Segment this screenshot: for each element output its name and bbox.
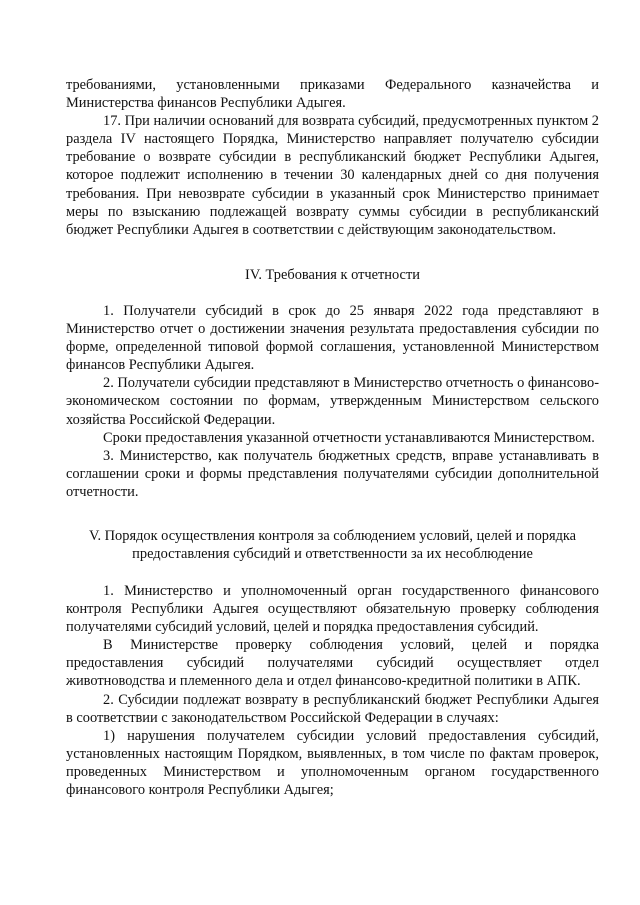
section-v-paragraph-2-item-1: 1) нарушения получателем субсидии условий предоставления субсидий, установленных настоящим Порядком, выявленных, в том числе по фактам проверок, проведенных Министерством и уполномоченным органом государственного финансового контроля Республики Адыгея; xyxy=(66,727,599,799)
section-iv-paragraph-3: 3. Министерство, как получатель бюджетных средств, вправе устанавливать в соглашении сроки и формы представления получателями субсидии дополнительной отчетности. xyxy=(66,447,599,500)
section-v-body xyxy=(66,582,599,799)
section-v-heading-line-1: V. Порядок осуществления контроля за соблюдением условий, целей и порядка xyxy=(88,528,577,544)
section-iv-paragraph-2-deadlines: Сроки предоставления указанной отчетности устанавливаются Министерством. xyxy=(103,429,595,446)
section-iv-paragraph-1: 1. Получатели субсидий в срок до 25 января 2022 года представляют в Министерство отчет о достижении значения результата предоставления субсидии по форме, определенной типовой формой соглашения, установленной Министерством финансов Республики Адыгея. xyxy=(66,303,599,374)
section-iv-heading: IV. Требования к отчетности xyxy=(245,267,420,283)
section-v-paragraph-1: 1. Министерство и уполномоченный орган государственного финансового контроля Республики Адыгея осуществляют обязательную проверку соблюдения получателями субсидий условий, целей и порядка предоставления субсидий. xyxy=(66,583,599,636)
section-iv-paragraph-2: 2. Получатели субсидии представляют в Министерство отчетность о финансово-экономическом состоянии по формам, утвержденным Министерством сельского хозяйства Российской Федерации. xyxy=(66,375,599,428)
paragraph-continuation: требованиями, установленными приказами Федерального казначейства и Министерства финансов Республики Адыгея. xyxy=(66,77,599,112)
paragraph-17: 17. При наличии оснований для возврата субсидий, предусмотренных пунктом 2 раздела IV настоящего Порядка, Министерство направляет получателю субсидии требование о возврате субсидии в республиканский бюджет Республики Адыгея, которое подлежит исполнению в течении 30 календарных дней со дня получения требования. При невозврате субсидии в указанный срок Министерство принимает меры по взысканию подлежащей возврату суммы субсидии в республиканский бюджет Республики Адыгея в соответствии с действующим законодательством. xyxy=(66,113,599,238)
text-block-top xyxy=(66,76,599,239)
section-v-heading-line-2: предоставления субсидий и ответственности за их несоблюдение xyxy=(132,546,533,562)
section-v-paragraph-2: 2. Субсидии подлежат возврату в республиканский бюджет Республики Адыгея в соответствии с законодательством Российской Федерации в случаях: xyxy=(66,691,599,726)
section-v-paragraph-1-departments: В Министерстве проверку соблюдения условий, целей и порядка предоставления субсидий получателями субсидий осуществляет отдел животноводства и племенного дела и отдел финансово-кредитной политики в АПК. xyxy=(66,637,599,690)
section-iv-body xyxy=(66,302,599,501)
